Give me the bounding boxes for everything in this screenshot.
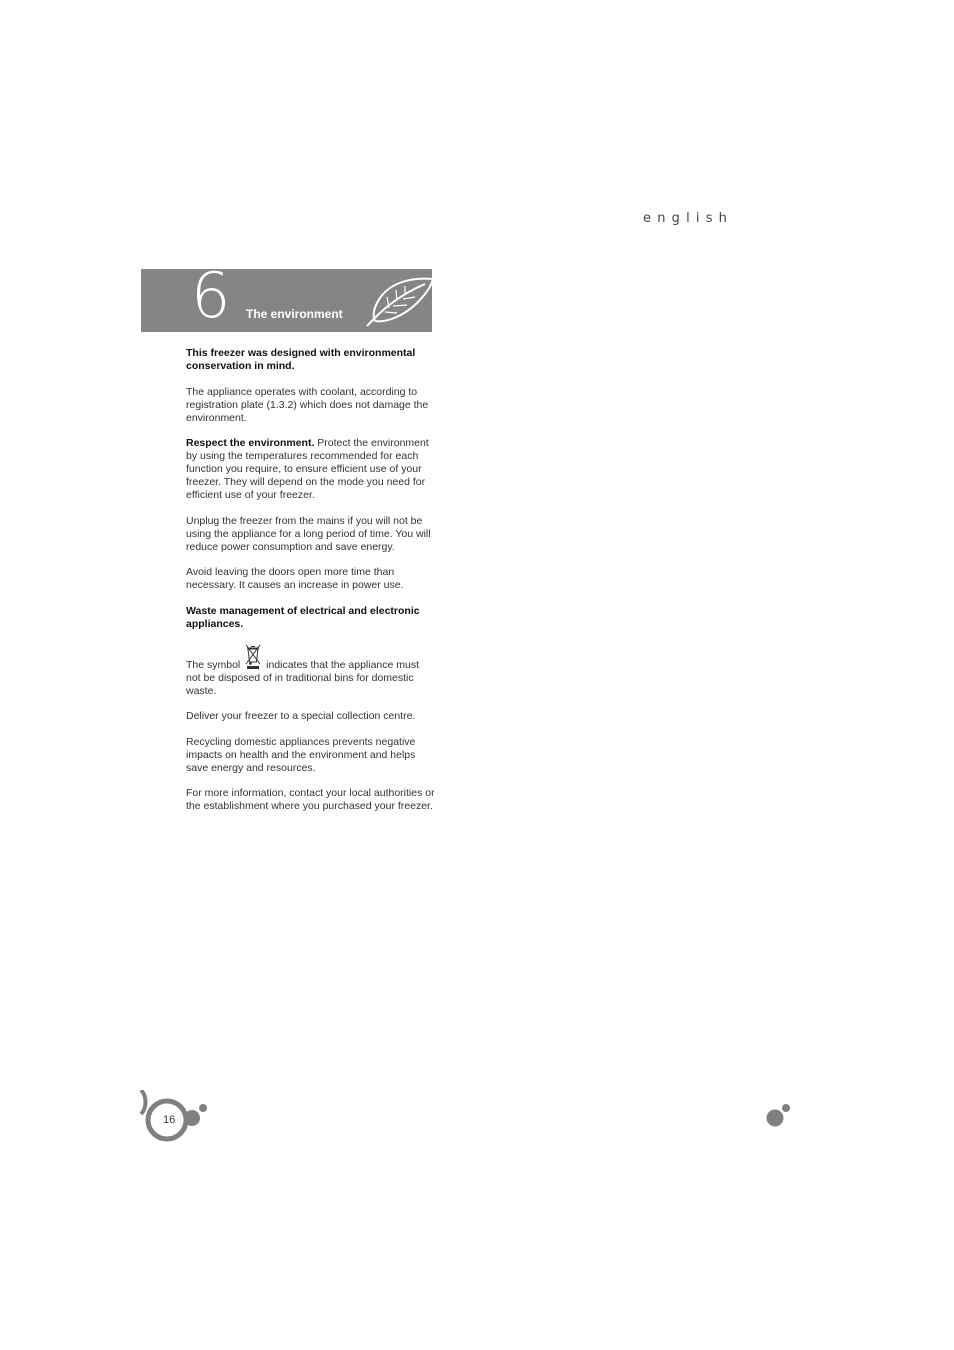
page-number-decoration [139,1090,219,1148]
respect-heading: Respect the environment. [186,437,315,449]
respect-paragraph [186,437,436,502]
respect-text: Protect the environment by using the temperatures recommended for each function you require, to ensure efficient use of your freezer. They will depend on the mode you need for efficient use of your freezer. [186,437,429,501]
waste-heading: Waste management of electrical and electronic appliances. [186,604,420,630]
coolant-paragraph: The appliance operates with coolant, according to registration plate (1.3.2) which does not damage the environment. [186,385,429,424]
section-banner [141,269,432,332]
leaf-icon [365,275,432,327]
recycling-paragraph: Recycling domestic appliances prevents negative impacts on health and the environment and helps save energy and resources. [186,735,416,774]
symbol-text-before: The symbol [186,658,244,671]
symbol-paragraph [186,656,436,698]
information-paragraph: For more information, contact your local authorities or the establishment where you purchased your freezer. [186,787,435,812]
doors-paragraph: Avoid leaving the doors open more time than necessary. It causes an increase in power use. [186,566,404,591]
unplug-paragraph: Unplug the freezer from the mains if you will not be using the appliance for a long period of time. You will reduce power consumption and save energy. [186,514,431,553]
intro-heading: This freezer was designed with environmental conservation in mind. [186,347,416,372]
symbol-text-after: indicates that the appliance must not be disposed of in traditional bins for domestic waste. [186,658,420,697]
corner-dots-decoration [764,1100,794,1130]
page-number: 16 [163,1114,176,1126]
content-column [186,347,436,826]
section-title: The environment [246,307,343,321]
section-number: 6 [191,269,231,332]
crossed-out-bin-icon [243,656,263,669]
delivery-paragraph: Deliver your freezer to a special collection centre. [186,710,416,722]
language-label: english [643,211,734,226]
